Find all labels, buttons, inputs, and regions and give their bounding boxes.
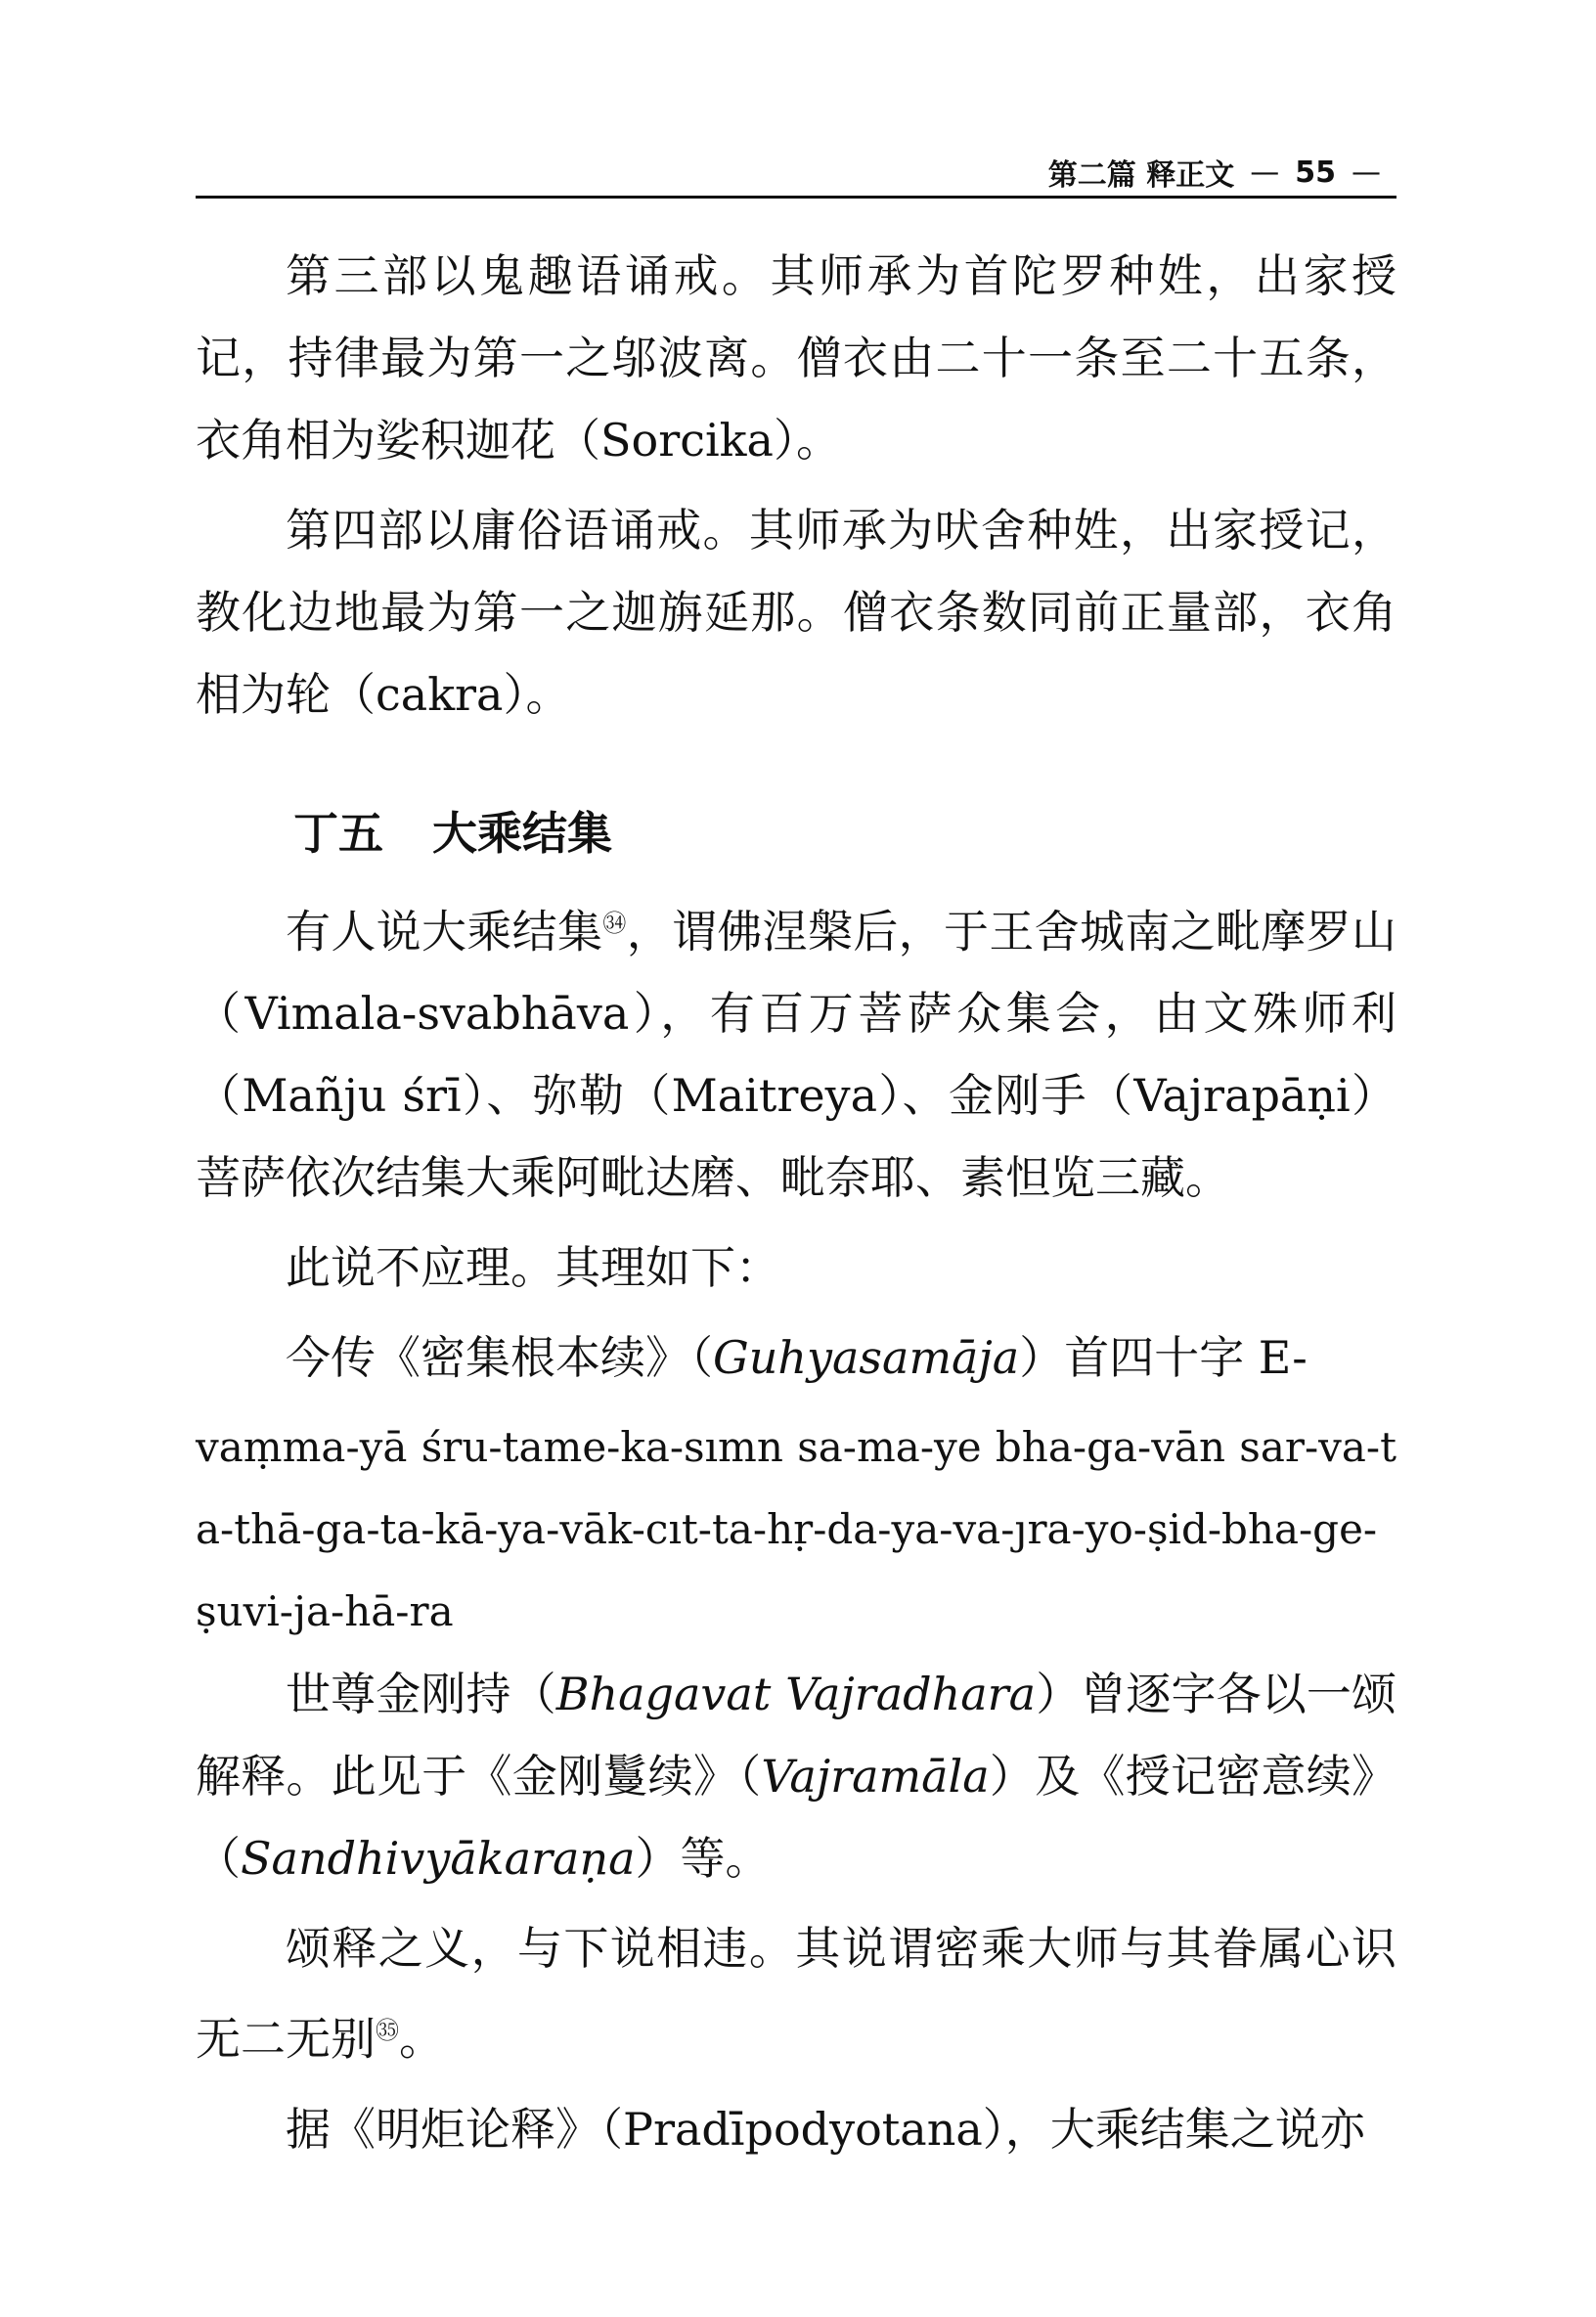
paragraph-third-school: 第三部以鬼趣语诵戒。其师承为首陀罗种姓，出家授记，持律最为第一之邬波离。僧衣由二十一条至二十五条，衣角相为娑积迦花（Sorcika）。 (196, 249, 1396, 467)
paragraph-mahayana-council (196, 882, 1396, 1219)
header-rule (196, 196, 1396, 199)
chapter-title: 第二篇 释正文 (1047, 158, 1235, 193)
paragraph-fourth-school: 第四部以庸俗语诵戒。其师承为吠舍种姓，出家授记，教化边地最为第一之迦旃延那。僧衣条数同前正量部，衣角相为轮（cakra）。 (196, 504, 1396, 721)
footnote-ref-34[interactable]: ㉞ (602, 910, 627, 937)
paragraph-pradipodyotana: 据《明炬论释》（Pradīpodyotana），大乘结集之说亦 (286, 2102, 1365, 2156)
section-heading (293, 792, 1396, 874)
section-number: 丁五 (293, 807, 383, 860)
text-span: ，谓佛涅槃后，于王舍城南之毗摩罗山（Vimala-svabhāva），有百万菩萨众集会，由文殊师利（Mañju śrī）、弥勒（Maitreya）、金刚手（Vajrapāṇi）菩萨依次结集大乘阿毗达磨、毗奈耶、素怛览三藏。 (196, 905, 1397, 1205)
footnote-ref-35[interactable]: ㉟ (376, 2017, 399, 2045)
italic-title: Sandhivyākaraṇa (241, 1832, 636, 1886)
text-span: ）曾逐字各以一颂解释。此见于《金刚鬘续》（ (196, 1668, 1397, 1804)
running-header (196, 155, 1396, 193)
text-span: ）等。 (635, 1832, 771, 1886)
dash-left: — (1250, 155, 1280, 190)
mantra-text: vaṃma-yā śru-tame-ka-sımn sa-ma-ye bha-ga-vān sar-va-ta-thā-ga-ta-kā-ya-vāk-cıt-ta-hṛ-da-ya-va-ȷra-yo-ṣid-bha-ge-ṣuvi-ja-hā-ra (196, 1423, 1396, 1636)
paragraph-vajradhara (196, 1653, 1396, 1899)
italic-title: Vajramāla (761, 1750, 990, 1804)
page-number: 55 (1295, 155, 1336, 190)
paragraph-not-reasonable: 此说不应理。其理如下： (286, 1241, 780, 1295)
text-span: 颂释之义，与下说相违。其说谓密乘大师与其眷属心识无二无别 (196, 1922, 1396, 2066)
italic-name: Bhagavat Vajradhara (555, 1668, 1037, 1721)
text-span: 有人说大乘结集 (286, 905, 603, 958)
body-text (196, 235, 1396, 2178)
italic-title: Guhyasamāja (713, 1331, 1020, 1385)
paragraph-guhyasamaja (196, 1316, 1396, 1399)
text-span: ）及《授记密意续》（ (196, 1750, 1397, 1886)
text-span: 今传《密集根本续》（ (286, 1331, 713, 1385)
text-span: 世尊金刚持（ (286, 1668, 556, 1721)
paragraph-verse-meaning (196, 1907, 1396, 2079)
section-title: 大乘结集 (432, 807, 612, 860)
text-span: ）首四十字 E- (1019, 1331, 1308, 1385)
dash-right: — (1352, 155, 1381, 190)
text-span: 。 (399, 2012, 444, 2066)
